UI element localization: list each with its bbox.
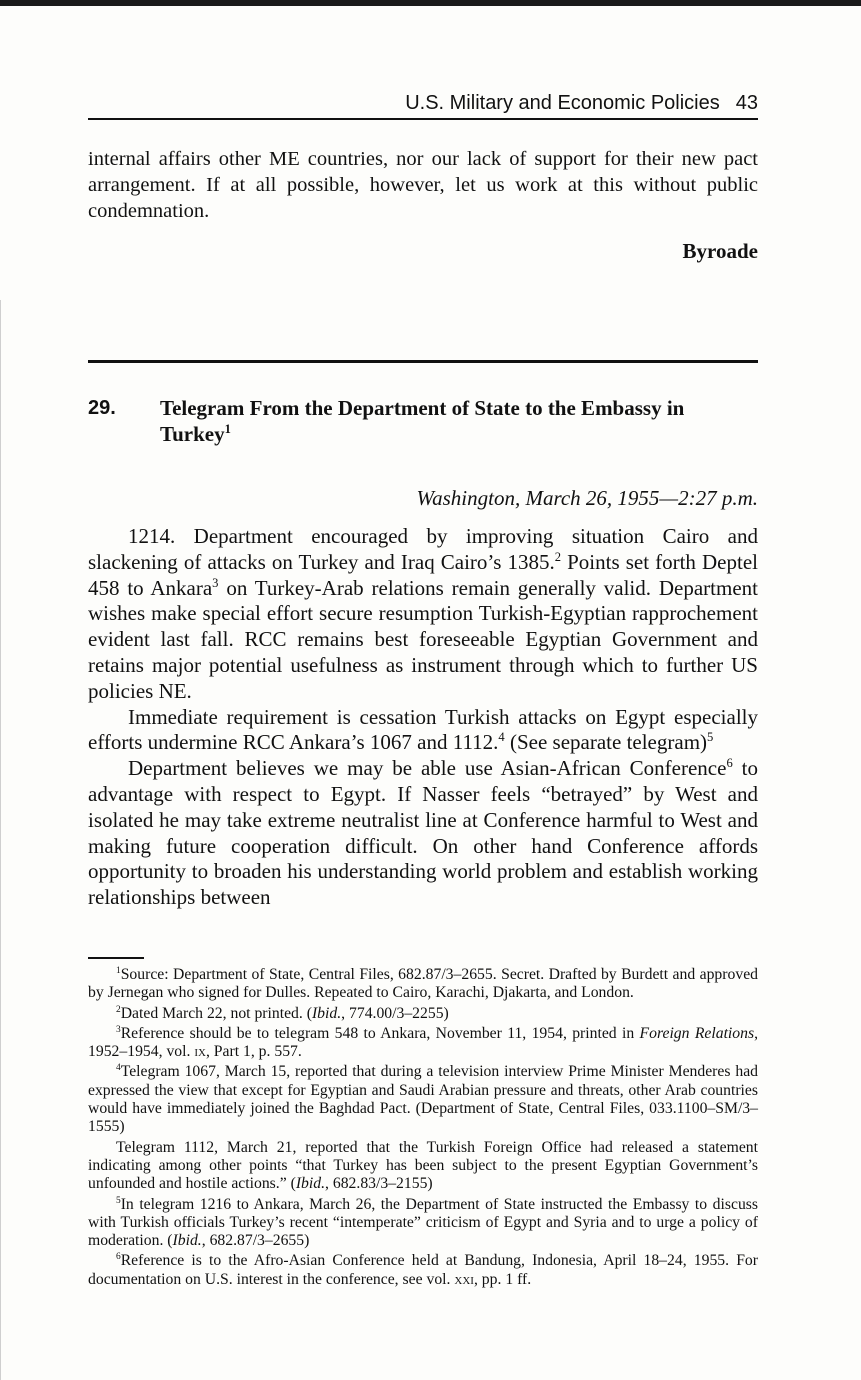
footnote-text: Ibid.	[311, 1004, 342, 1022]
telegram-body	[88, 524, 758, 911]
footnotes	[88, 966, 758, 1291]
footnote-mark: 6	[116, 1252, 121, 1263]
footnote	[88, 1025, 758, 1062]
footnote-mark: 1	[116, 965, 121, 976]
footnote	[88, 1196, 758, 1251]
footnote-ref: 6	[726, 756, 733, 771]
page-top-edge	[0, 0, 861, 6]
footnote	[88, 1252, 758, 1289]
footnote-text: Reference is to the Afro-Asian Conference held at Bandung, Indonesia, April 18–24, 1955. For documentation on U.S. interest in the conference, see vol.	[88, 1252, 758, 1288]
footnote-ref: 5	[707, 730, 714, 745]
footnote-text: , 1952–1954, vol.	[88, 1024, 759, 1061]
footnote-text: ix	[194, 1043, 206, 1061]
footnote-text: Ibid.	[172, 1232, 202, 1250]
previous-document-text: internal affairs other ME countries, nor our lack of support for their new pact arrangement. If at all possible, however, let us work at this without public condemnation.	[88, 148, 758, 222]
running-head-rule	[88, 118, 758, 120]
document-separator-rule	[88, 360, 758, 363]
footnote-text: Reference should be to telegram 548 to Ankara, November 11, 1954, printed in	[120, 1024, 640, 1042]
footnote-text: , pp. 1 ff.	[473, 1270, 532, 1288]
signature: Byroade	[682, 239, 758, 263]
footnote	[88, 1005, 758, 1023]
footnote-ref: 2	[554, 549, 562, 564]
page-left-edge	[0, 300, 1, 1380]
footnote	[88, 1139, 758, 1194]
body-paragraph	[88, 756, 758, 911]
footnote-text: , Part 1, p. 557.	[205, 1043, 302, 1061]
body-paragraph	[88, 524, 758, 705]
paragraph-text: (See separate telegram)	[504, 730, 708, 755]
footnote-text: Telegram 1112, March 21, reported that the Turkish Foreign Office had released a statement indicating among other points “that Turkey has been subject to the present Egyptian Government’s unfounded and hostile actions.” (	[88, 1138, 758, 1193]
page-number: 43	[735, 92, 758, 114]
document-title-text: Telegram From the Department of State to the Embassy in Turkey	[160, 396, 685, 446]
footnote-text: In telegram 1216 to Ankara, March 26, the Department of State instructed the Embassy to discuss with Turkish officials Turkey’s recent “intemperate” criticism of Egypt and Syria and to urge a policy of moderation. (	[88, 1195, 758, 1250]
paragraph-text: 1214. Department encouraged by improving situation Cairo and slackening of attacks on Turkey and Iraq Cairo’s 1385.	[88, 524, 758, 574]
footnote-text: Source: Department of State, Central Files, 682.87/3–2655. Secret. Drafted by Burdett and approved by Jernegan who signed for Dulles. Repeated to Cairo, Karachi, Djakarta, and London.	[88, 966, 758, 1002]
paragraph-text: on Turkey-Arab relations remain generally valid. Department wishes make special effort secure resumption Turkish-Egyptian rapprochement evident last fall. RCC remains best foreseeable Egyptian Government and retains major potential usefulness as instrument through which to further US policies NE.	[88, 575, 758, 703]
footnote-ref: 1	[224, 422, 231, 436]
footnote-text: xxi	[454, 1270, 474, 1288]
paragraph-text: Points set forth Deptel 458 to Ankara	[88, 549, 758, 600]
footnote	[88, 966, 758, 1003]
footnote-ref: 4	[498, 730, 505, 745]
footnote-mark: 4	[116, 1063, 121, 1074]
paragraph-text: Department believes we may be able use Asian-African Conference	[128, 756, 727, 781]
footnote	[88, 1063, 758, 1136]
footnote-text: , 682.87/3–2655)	[201, 1232, 310, 1250]
dateline: Washington, March 26, 1955—2:27 p.m.	[416, 486, 758, 510]
paragraph-text: to advantage with respect to Egypt. If Nasser feels “betrayed” by West and isolated he may take extreme neutralist line at Conference harmful to West and making future cooperation difficult. On other hand Conference affords opportunity to broaden his understanding world problem and establish working relationships between	[88, 756, 759, 910]
running-head-title: U.S. Military and Economic Policies	[405, 92, 720, 114]
footnote-text: Dated March 22, not printed. (	[120, 1004, 312, 1022]
footnote-mark: 3	[116, 1024, 121, 1035]
footnote-text: Foreign Relations	[639, 1024, 755, 1042]
running-head	[88, 90, 758, 116]
body-paragraph	[88, 705, 758, 757]
footnote-text: , 682.83/3–2155)	[325, 1175, 433, 1193]
footnote-mark: 5	[116, 1195, 121, 1206]
footnote-mark: 2	[116, 1004, 121, 1015]
paragraph-text: Immediate requirement is cessation Turkish attacks on Egypt especially efforts undermine RCC Ankara’s 1067 and 1112.	[88, 704, 758, 755]
document-title	[160, 395, 760, 447]
document-number: 29.	[88, 397, 116, 419]
footnote-text: Telegram 1067, March 15, reported that during a television interview Prime Minister Menderes had expressed the view that except for Egyptian and Saudi Arabian pressure and threats, other Arab countries would have immediately joined the Baghdad Pact. (Department of State, Central Files, 033.1100–SM/3–1555)	[88, 1063, 758, 1136]
footnote-text: Ibid.	[295, 1175, 326, 1193]
footnote-text: , 774.00/3–2255)	[341, 1004, 449, 1022]
footnote-ref: 3	[212, 575, 219, 590]
footnote-rule	[88, 957, 144, 959]
